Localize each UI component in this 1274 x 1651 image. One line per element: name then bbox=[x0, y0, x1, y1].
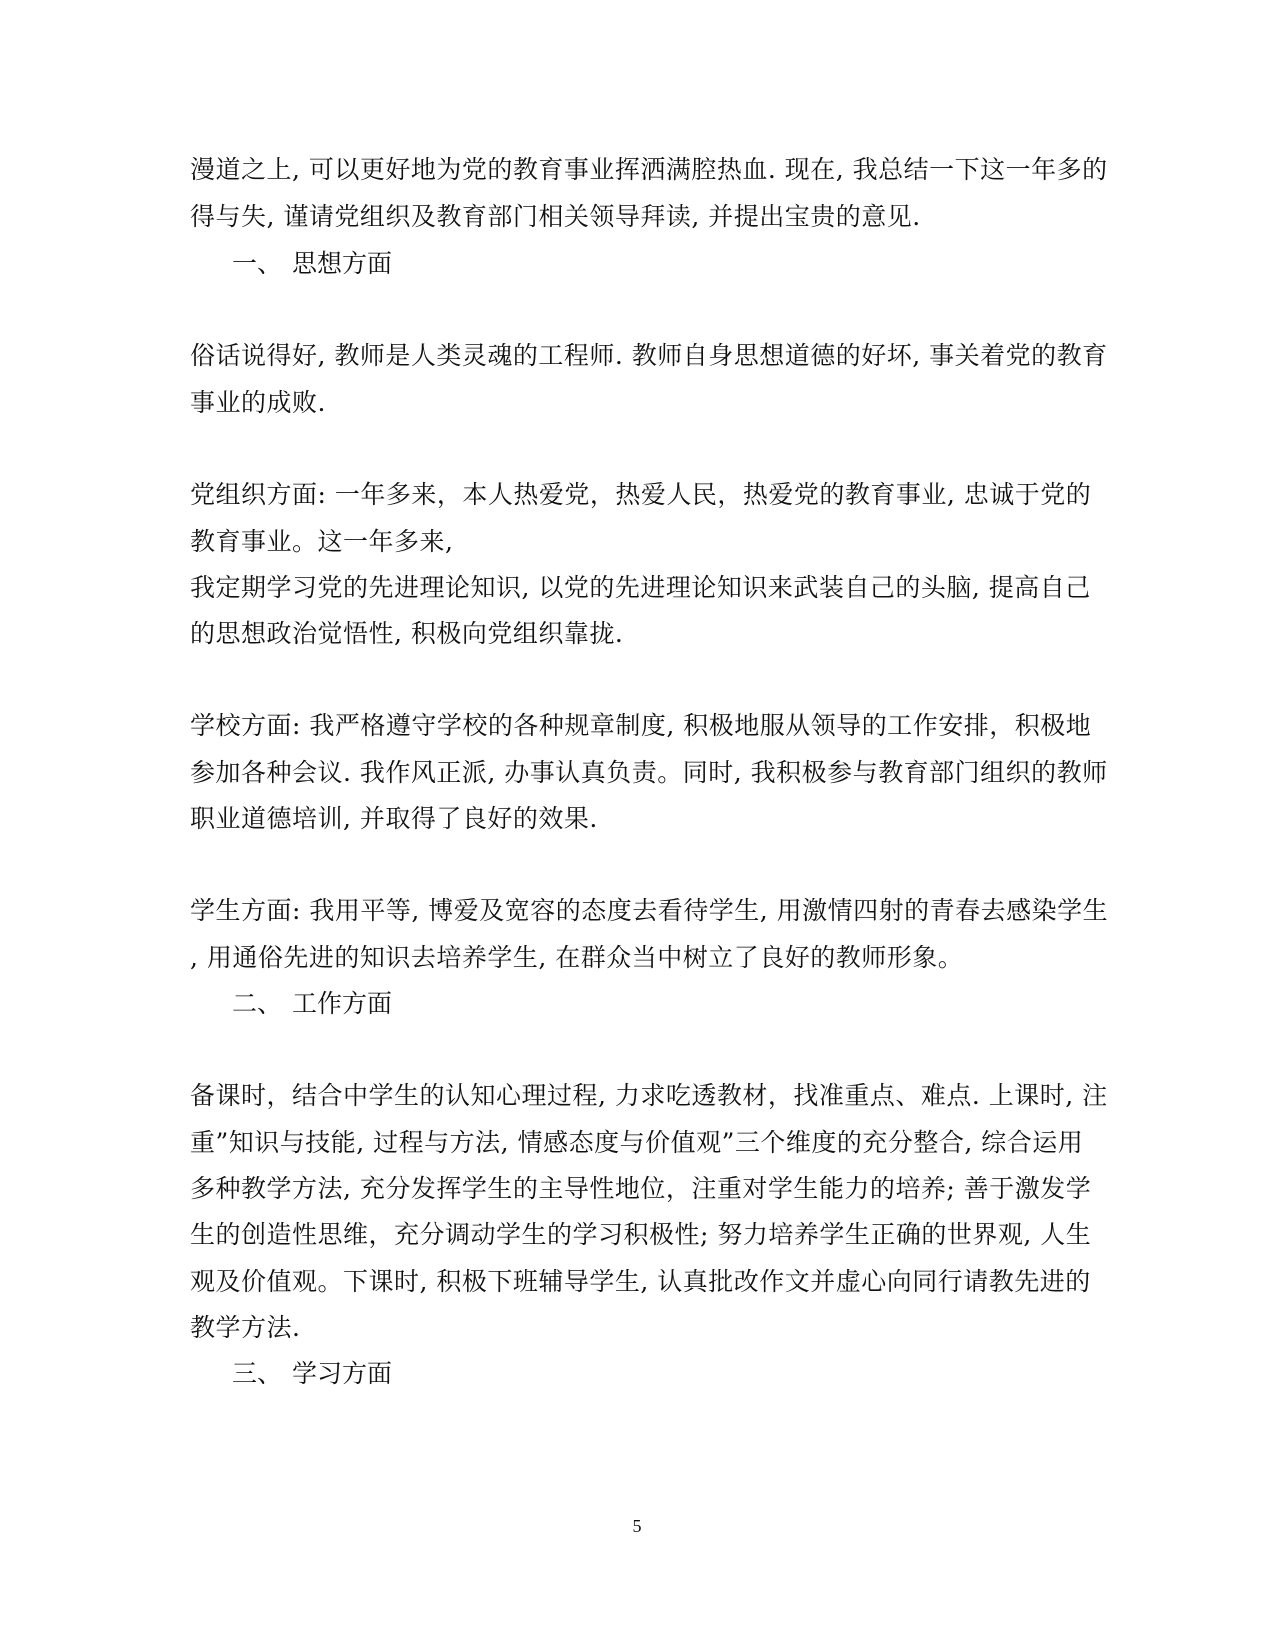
text-line: 的思想政治觉悟性, 积极向党组织靠拢. bbox=[190, 619, 624, 648]
section-number: 一、 bbox=[232, 249, 283, 278]
text-line: 生的创造性思维，充分调动学生的学习积极性; 努力培养学生正确的世界观, 人生 bbox=[190, 1220, 1092, 1249]
text-line: , 用通俗先进的知识去培养学生, 在群众当中树立了良好的教师形象。 bbox=[190, 943, 964, 972]
text-line: 学生方面: 我用平等, 博爱及宽容的态度去看待学生, 用激情四射的青春去感染学生 bbox=[190, 896, 1109, 925]
section-title: 思想方面 bbox=[292, 249, 393, 278]
text-line: 教学方法. bbox=[190, 1313, 301, 1342]
text-line: 漫道之上, 可以更好地为党的教育事业挥洒满腔热血. 现在, 我总结一下这一年多的 bbox=[190, 155, 1108, 184]
text-line: 俗话说得好, 教师是人类灵魂的工程师. 教师自身思想道德的好坏, 事关着党的教育 bbox=[190, 341, 1108, 370]
page-number: 5 bbox=[632, 1516, 642, 1536]
section-number: 二、 bbox=[232, 989, 283, 1018]
text-line: 我定期学习党的先进理论知识, 以党的先进理论知识来武装自己的头脑, 提高自己 bbox=[190, 573, 1091, 602]
text-line: 多种教学方法, 充分发挥学生的主导性地位，注重对学生能力的培养; 善于激发学 bbox=[190, 1174, 1092, 1203]
text-line: 重”知识与技能, 过程与方法, 情感态度与价值观”三个维度的充分整合, 综合运用 bbox=[190, 1128, 1084, 1157]
text-line: 观及价值观。下课时, 积极下班辅导学生, 认真批改作文并虚心向同行请教先进的 bbox=[190, 1267, 1091, 1296]
text-line: 教育事业。这一年多来, bbox=[190, 527, 454, 556]
section-title: 工作方面 bbox=[292, 989, 393, 1018]
section-number: 三、 bbox=[232, 1359, 283, 1388]
section-title: 学习方面 bbox=[292, 1359, 393, 1388]
text-line: 参加各种会议. 我作风正派, 办事认真负责。同时, 我积极参与教育部门组织的教师 bbox=[190, 758, 1108, 787]
text-line: 事业的成败. bbox=[190, 388, 326, 417]
text-line: 备课时，结合中学生的认知心理过程, 力求吃透教材，找准重点、难点. 上课时, 注 bbox=[190, 1081, 1108, 1110]
text-line: 学校方面: 我严格遵守学校的各种规章制度, 积极地服从领导的工作安排，积极地 bbox=[190, 711, 1092, 740]
text-line: 得与失, 谨请党组织及教育部门相关领导拜读, 并提出宝贵的意见. bbox=[190, 202, 921, 231]
text-line: 党组织方面: 一年多来，本人热爱党，热爱人民，热爱党的教育事业, 忠诚于党的 bbox=[190, 480, 1092, 509]
text-line: 职业道德培训, 并取得了良好的效果. bbox=[190, 804, 598, 833]
